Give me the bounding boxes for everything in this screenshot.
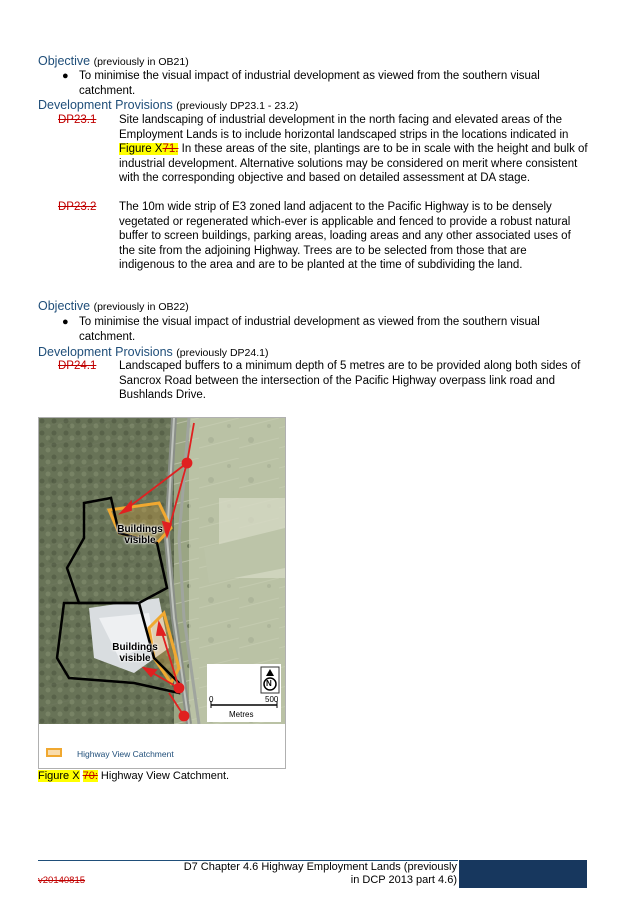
- figure-reference: Figure X: [119, 143, 163, 155]
- viewpoint-marker: [183, 459, 192, 468]
- footer-accent-block: [459, 860, 587, 888]
- scale-start: 0: [209, 695, 214, 704]
- buildings-visible-label: Buildings visible: [112, 642, 158, 664]
- footer-version: v20140815: [38, 875, 86, 886]
- provisions-heading-2: Development Provisions (previously DP24.1): [38, 345, 269, 359]
- provision-code: DP23.1: [58, 114, 97, 126]
- north-letter: N: [266, 679, 272, 688]
- figure-caption: Figure X 70: Highway View Catchment.: [38, 770, 230, 782]
- objective-bullet-2: ● To minimise the visual impact of industrial development as viewed from the southern visual catchment.: [62, 316, 540, 343]
- legend-swatch: [47, 749, 61, 756]
- map-figure: [38, 417, 286, 769]
- provision-text: Site landscaping of industrial development in the north facing and elevated areas of the Employment Lands is to include horizontal landscaped strips in the locations indicated in Figure X71. In these areas of the site, plantings are to be in scale with the height and bulk of industrial development. Alternative solutions may be considered on merit where consistent with the corresponding objective and based on detailed assessment at DA stage.: [119, 114, 588, 184]
- provision-code: DP24.1: [58, 360, 97, 372]
- viewpoint-marker: [175, 684, 184, 693]
- buildings-visible-label: Buildings visible: [117, 524, 163, 546]
- objective-heading-2: Objective (previously in OB22): [38, 299, 189, 313]
- provision-text: Landscaped buffers to a minimum depth of 5 metres are to be provided along both sides of Sancrox Road between the intersection of the Pacific Highway overpass link road and Bushlands Drive.: [119, 360, 581, 401]
- provisions-heading-1: Development Provisions (previously DP23.1 - 23.2): [38, 98, 299, 112]
- provision-text: The 10m wide strip of E3 zoned land adjacent to the Pacific Highway is to be densely vegetated or regenerated which-ever is applicable and fenced to provide a robust natural buffer to screen buildings, parking areas, loading areas and any other associated uses of the site from the adjoining Highway. Trees are to be selected from those that are indigenous to the area and are to be planted at the time of subdividing the land.: [119, 201, 571, 271]
- provision-code: DP23.2: [58, 201, 97, 213]
- footer-title: D7 Chapter 4.6 Highway Employment Lands (previously in DCP 2013 part 4.6): [183, 861, 457, 886]
- objective-heading-1: Objective (previously in OB21): [38, 54, 189, 68]
- scale-unit: Metres: [229, 710, 254, 719]
- viewpoint-marker: [180, 712, 189, 721]
- scale-end: 500: [265, 695, 279, 704]
- legend-label: Highway View Catchment: [77, 749, 174, 759]
- objective-bullet-1: ● To minimise the visual impact of industrial development as viewed from the southern visual catchment.: [62, 70, 540, 97]
- bullet-icon: ●: [62, 316, 69, 328]
- bullet-icon: ●: [62, 70, 69, 82]
